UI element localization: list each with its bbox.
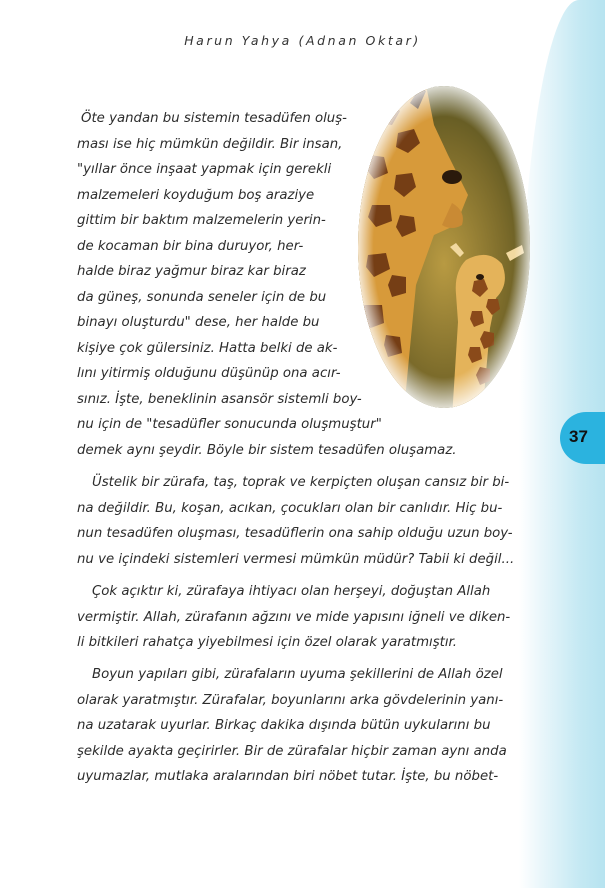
paragraph-1-line-9: binayı oluşturdu" dese, her halde bu — [77, 315, 320, 330]
paragraph-4-line-1: Boyun yapıları gibi, zürafaların uyuma şekillerini de Allah özel — [92, 667, 503, 682]
page-number-tab — [560, 412, 605, 464]
paragraph-2-line-4: nu ve içindeki sistemleri vermesi mümkün müdür? Tabii ki değil... — [77, 551, 515, 567]
paragraph-2-line-2: na değildir. Bu, koşan, acıkan, çocukları olan bir canlıdır. Hiç bu- — [77, 500, 503, 516]
paragraph-1-line-4: malzemeleri koyduğum boş araziye — [77, 187, 315, 203]
paragraph-2-line-1: Üstelik bir zürafa, taş, toprak ve kerpiçten oluşan cansız bir bi- — [92, 475, 510, 490]
paragraph-1-line-2: ması ise hiç mümkün değildir. Bir insan, — [77, 136, 343, 152]
paragraph-1-line-6: de kocaman bir bina duruyor, her- — [77, 238, 304, 254]
paragraph-1-line-5: gittim bir baktım malzemelerin yerin- — [77, 213, 326, 228]
paragraph-4-line-2: olarak yaratmıştır. Zürafalar, boyunlarını arka gövdelerinin yanı- — [77, 692, 504, 708]
paragraph-1-line-12: sınız. İşte, beneklinin asansör sistemli boy- — [77, 391, 362, 407]
paragraph-4-line-4: şekilde ayakta geçirirler. Bir de zürafalar hiçbir zaman aynı anda — [77, 743, 507, 759]
paragraph-1-line-3: "yıllar önce inşaat yapmak için gerekli — [77, 162, 332, 177]
giraffe-photo — [356, 85, 532, 410]
paragraph-1-line-13: nu için de "tesadüfler sonucunda oluşmuştur" — [77, 417, 382, 432]
paragraph-2-line-3: nun tesadüfen oluşması, tesadüflerin ona sahip olduğu uzun boy- — [77, 526, 513, 541]
paragraph-4-line-3: na uzatarak uyurlar. Birkaç dakika dışında bütün uykularını bu — [77, 718, 491, 733]
paragraph-1-line-7: halde biraz yağmur biraz kar biraz — [77, 264, 306, 279]
paragraph-1-line-14: demek aynı şeydir. Böyle bir sistem tesadüfen oluşamaz. — [77, 442, 457, 458]
paragraph-1-line-10: kişiye çok gülersiniz. Hatta belki de ak- — [77, 340, 338, 356]
paragraph-1-line-1: Öte yandan bu sistemin tesadüfen oluş- — [81, 111, 347, 126]
paragraph-4-line-5: uyumazlar, mutlaka aralarından biri nöbet tutar. İşte, bu nöbet- — [77, 769, 499, 784]
paragraph-1-line-8: da güneş, sonunda seneler için de bu — [77, 289, 327, 305]
paragraph-3-line-3: li bitkileri rahatça yiyebilmesi için özel olarak yaratmıştır. — [77, 635, 458, 650]
running-header: Harun Yahya (Adnan Oktar) — [184, 33, 421, 48]
paragraph-3-line-1: Çok açıktır ki, zürafaya ihtiyacı olan herşeyi, doğuştan Allah — [92, 584, 491, 599]
paragraph-1-line-11: lını yitirmiş olduğunu düşünüp ona acır- — [77, 366, 341, 381]
page-number: 37 — [569, 427, 588, 446]
paragraph-3-line-2: vermiştir. Allah, zürafanın ağzını ve mide yapısını iğneli ve diken- — [77, 609, 511, 625]
